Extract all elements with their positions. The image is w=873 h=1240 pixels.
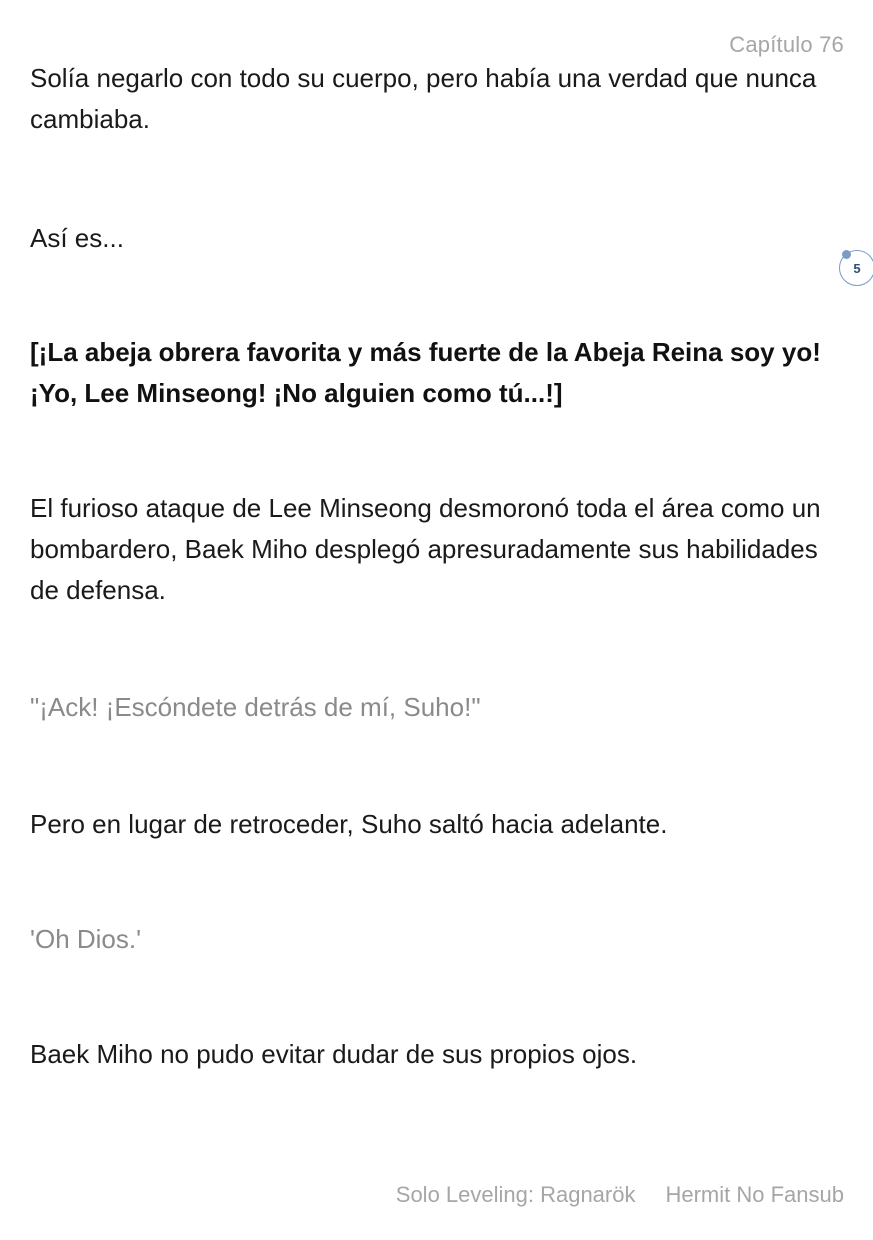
chapter-title: Capítulo 76 <box>729 32 844 57</box>
footer-book-title: Solo Leveling: Ragnarök <box>395 1182 636 1207</box>
system-message-paragraph: [¡La abeja obrera favorita y más fuerte de la Abeja Reina soy yo! ¡Yo, Lee Minseong! ¡No alguien como tú...!] <box>30 337 821 408</box>
footer-translator: Hermit No Fansub <box>665 1182 844 1207</box>
paragraph: Baek Miho no pudo evitar dudar de sus propios ojos. <box>30 1039 638 1069</box>
paragraph: Solía negarlo con todo su cuerpo, pero había una verdad que nunca cambiaba. <box>30 63 817 134</box>
paragraph: Así es... <box>30 223 124 253</box>
page-footer <box>396 1182 844 1208</box>
thought-paragraph: 'Oh Dios.' <box>30 924 142 954</box>
dialogue-paragraph: "¡Ack! ¡Escóndete detrás de mí, Suho!" <box>30 692 481 722</box>
page-number-label: 5 <box>853 260 861 276</box>
paragraph: El furioso ataque de Lee Minseong desmoronó toda el área como un bombardero, Baek Miho desplegó apresuradamente sus habilidades de defensa. <box>30 493 821 605</box>
paragraph: Pero en lugar de retroceder, Suho saltó hacia adelante. <box>30 809 668 839</box>
bookmark-dot-icon <box>842 250 851 259</box>
